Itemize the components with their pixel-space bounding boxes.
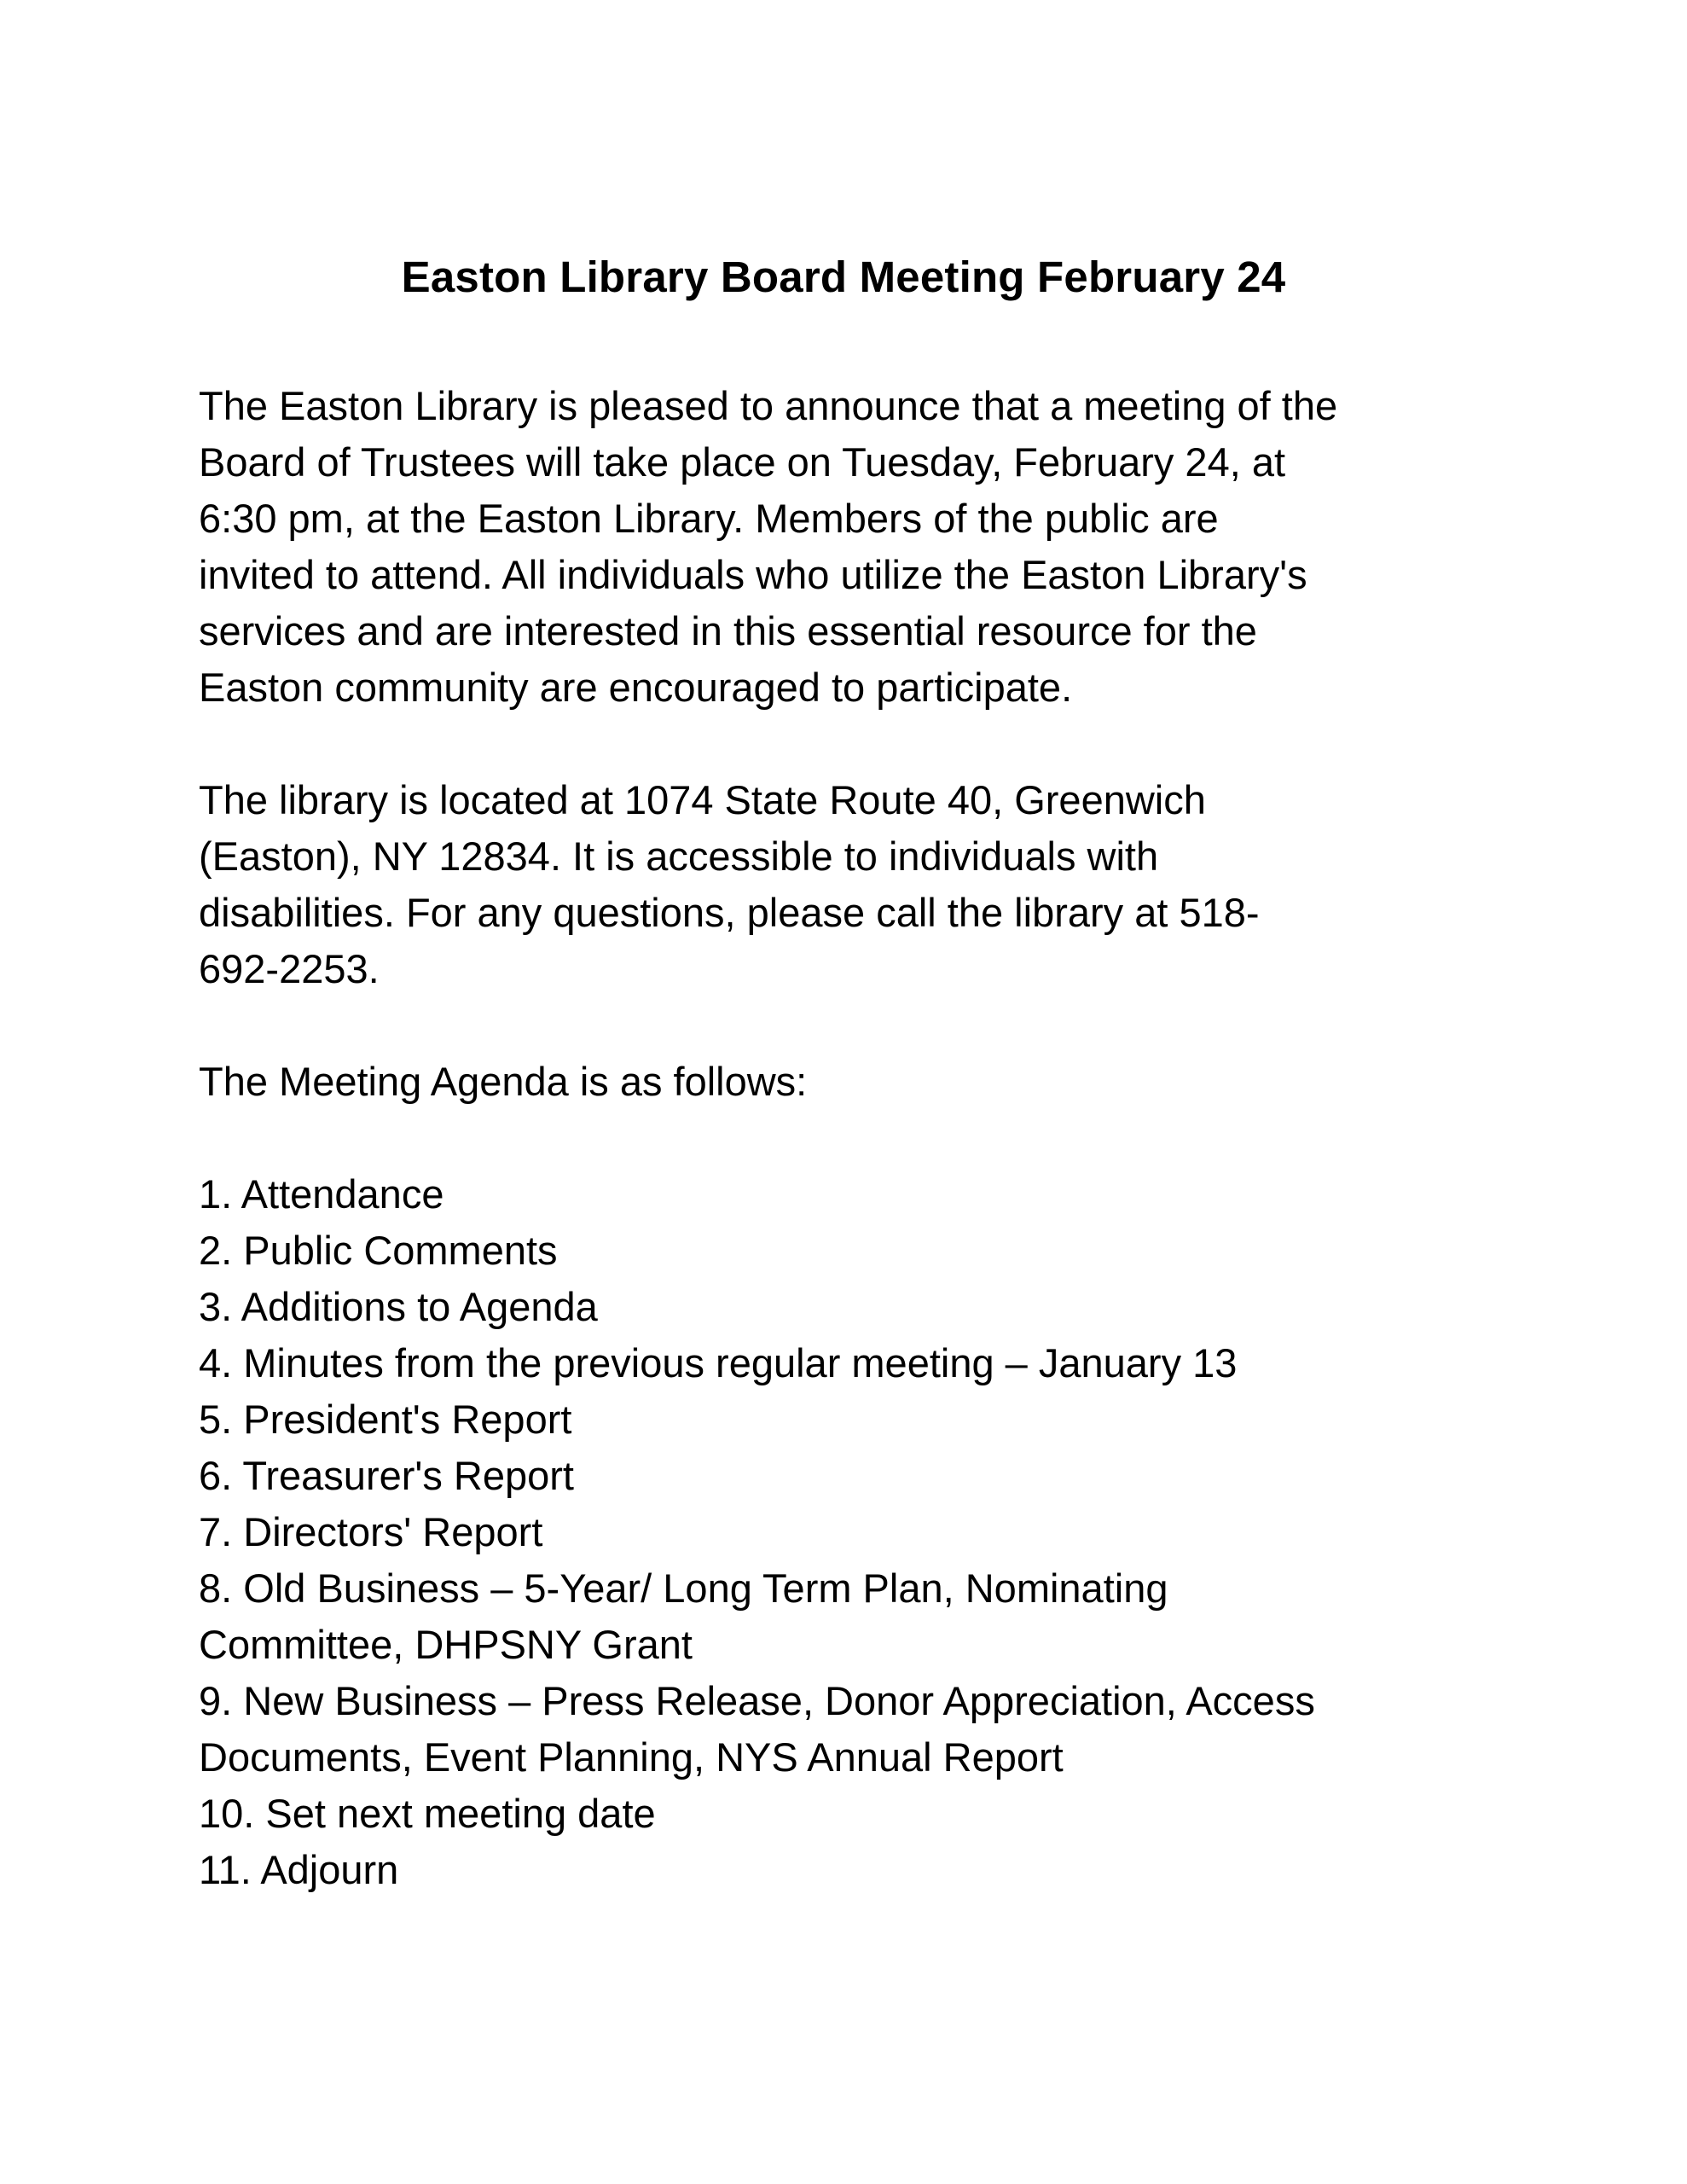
paragraph-line: The library is located at 1074 State Route 40, Greenwich	[199, 777, 1206, 822]
agenda-item-continuation: Committee, DHPSNY Grant	[199, 1622, 693, 1667]
paragraph-spacer	[199, 716, 1529, 772]
paragraph-line: (Easton), NY 12834. It is accessible to individuals with	[199, 834, 1159, 879]
paragraph-spacer	[199, 997, 1529, 1054]
agenda-item: 7. Directors' Report	[199, 1509, 543, 1554]
agenda-item: 10. Set next meeting date	[199, 1791, 656, 1836]
agenda-intro: The Meeting Agenda is as follows:	[199, 1059, 808, 1104]
agenda-item-continuation: Documents, Event Planning, NYS Annual Report	[199, 1734, 1064, 1780]
agenda-item: 5. President's Report	[199, 1397, 572, 1442]
paragraph-spacer	[199, 1110, 1529, 1166]
paragraph-line: 692-2253.	[199, 946, 380, 991]
paragraph-line: Board of Trustees will take place on Tuesday, February 24, at	[199, 439, 1286, 485]
document-body	[199, 378, 1529, 1898]
paragraph-line: disabilities. For any questions, please call the library at 518-	[199, 890, 1260, 935]
agenda-item: 8. Old Business – 5-Year/ Long Term Plan, Nominating	[199, 1565, 1168, 1611]
paragraph-line: Easton community are encouraged to participate.	[199, 665, 1073, 710]
agenda-item: 2. Public Comments	[199, 1228, 558, 1273]
agenda-item: 11. Adjourn	[199, 1847, 399, 1892]
agenda-item: 9. New Business – Press Release, Donor Appreciation, Access	[199, 1678, 1315, 1723]
paragraph-line: invited to attend. All individuals who utilize the Easton Library's	[199, 552, 1307, 597]
agenda-list	[199, 1166, 1529, 1898]
document-title: Easton Library Board Meeting February 24	[401, 253, 1286, 301]
paragraph-line: The Easton Library is pleased to announce that a meeting of the	[199, 383, 1338, 428]
paragraph-line: 6:30 pm, at the Easton Library. Members of the public are	[199, 496, 1219, 541]
announcement-paragraph	[199, 378, 1529, 716]
location-paragraph	[199, 772, 1529, 997]
agenda-item: 1. Attendance	[199, 1171, 444, 1217]
agenda-item: 3. Additions to Agenda	[199, 1284, 598, 1329]
paragraph-line: services and are interested in this essential resource for the	[199, 608, 1257, 653]
agenda-item: 6. Treasurer's Report	[199, 1453, 574, 1498]
agenda-item: 4. Minutes from the previous regular meeting – January 13	[199, 1340, 1238, 1385]
